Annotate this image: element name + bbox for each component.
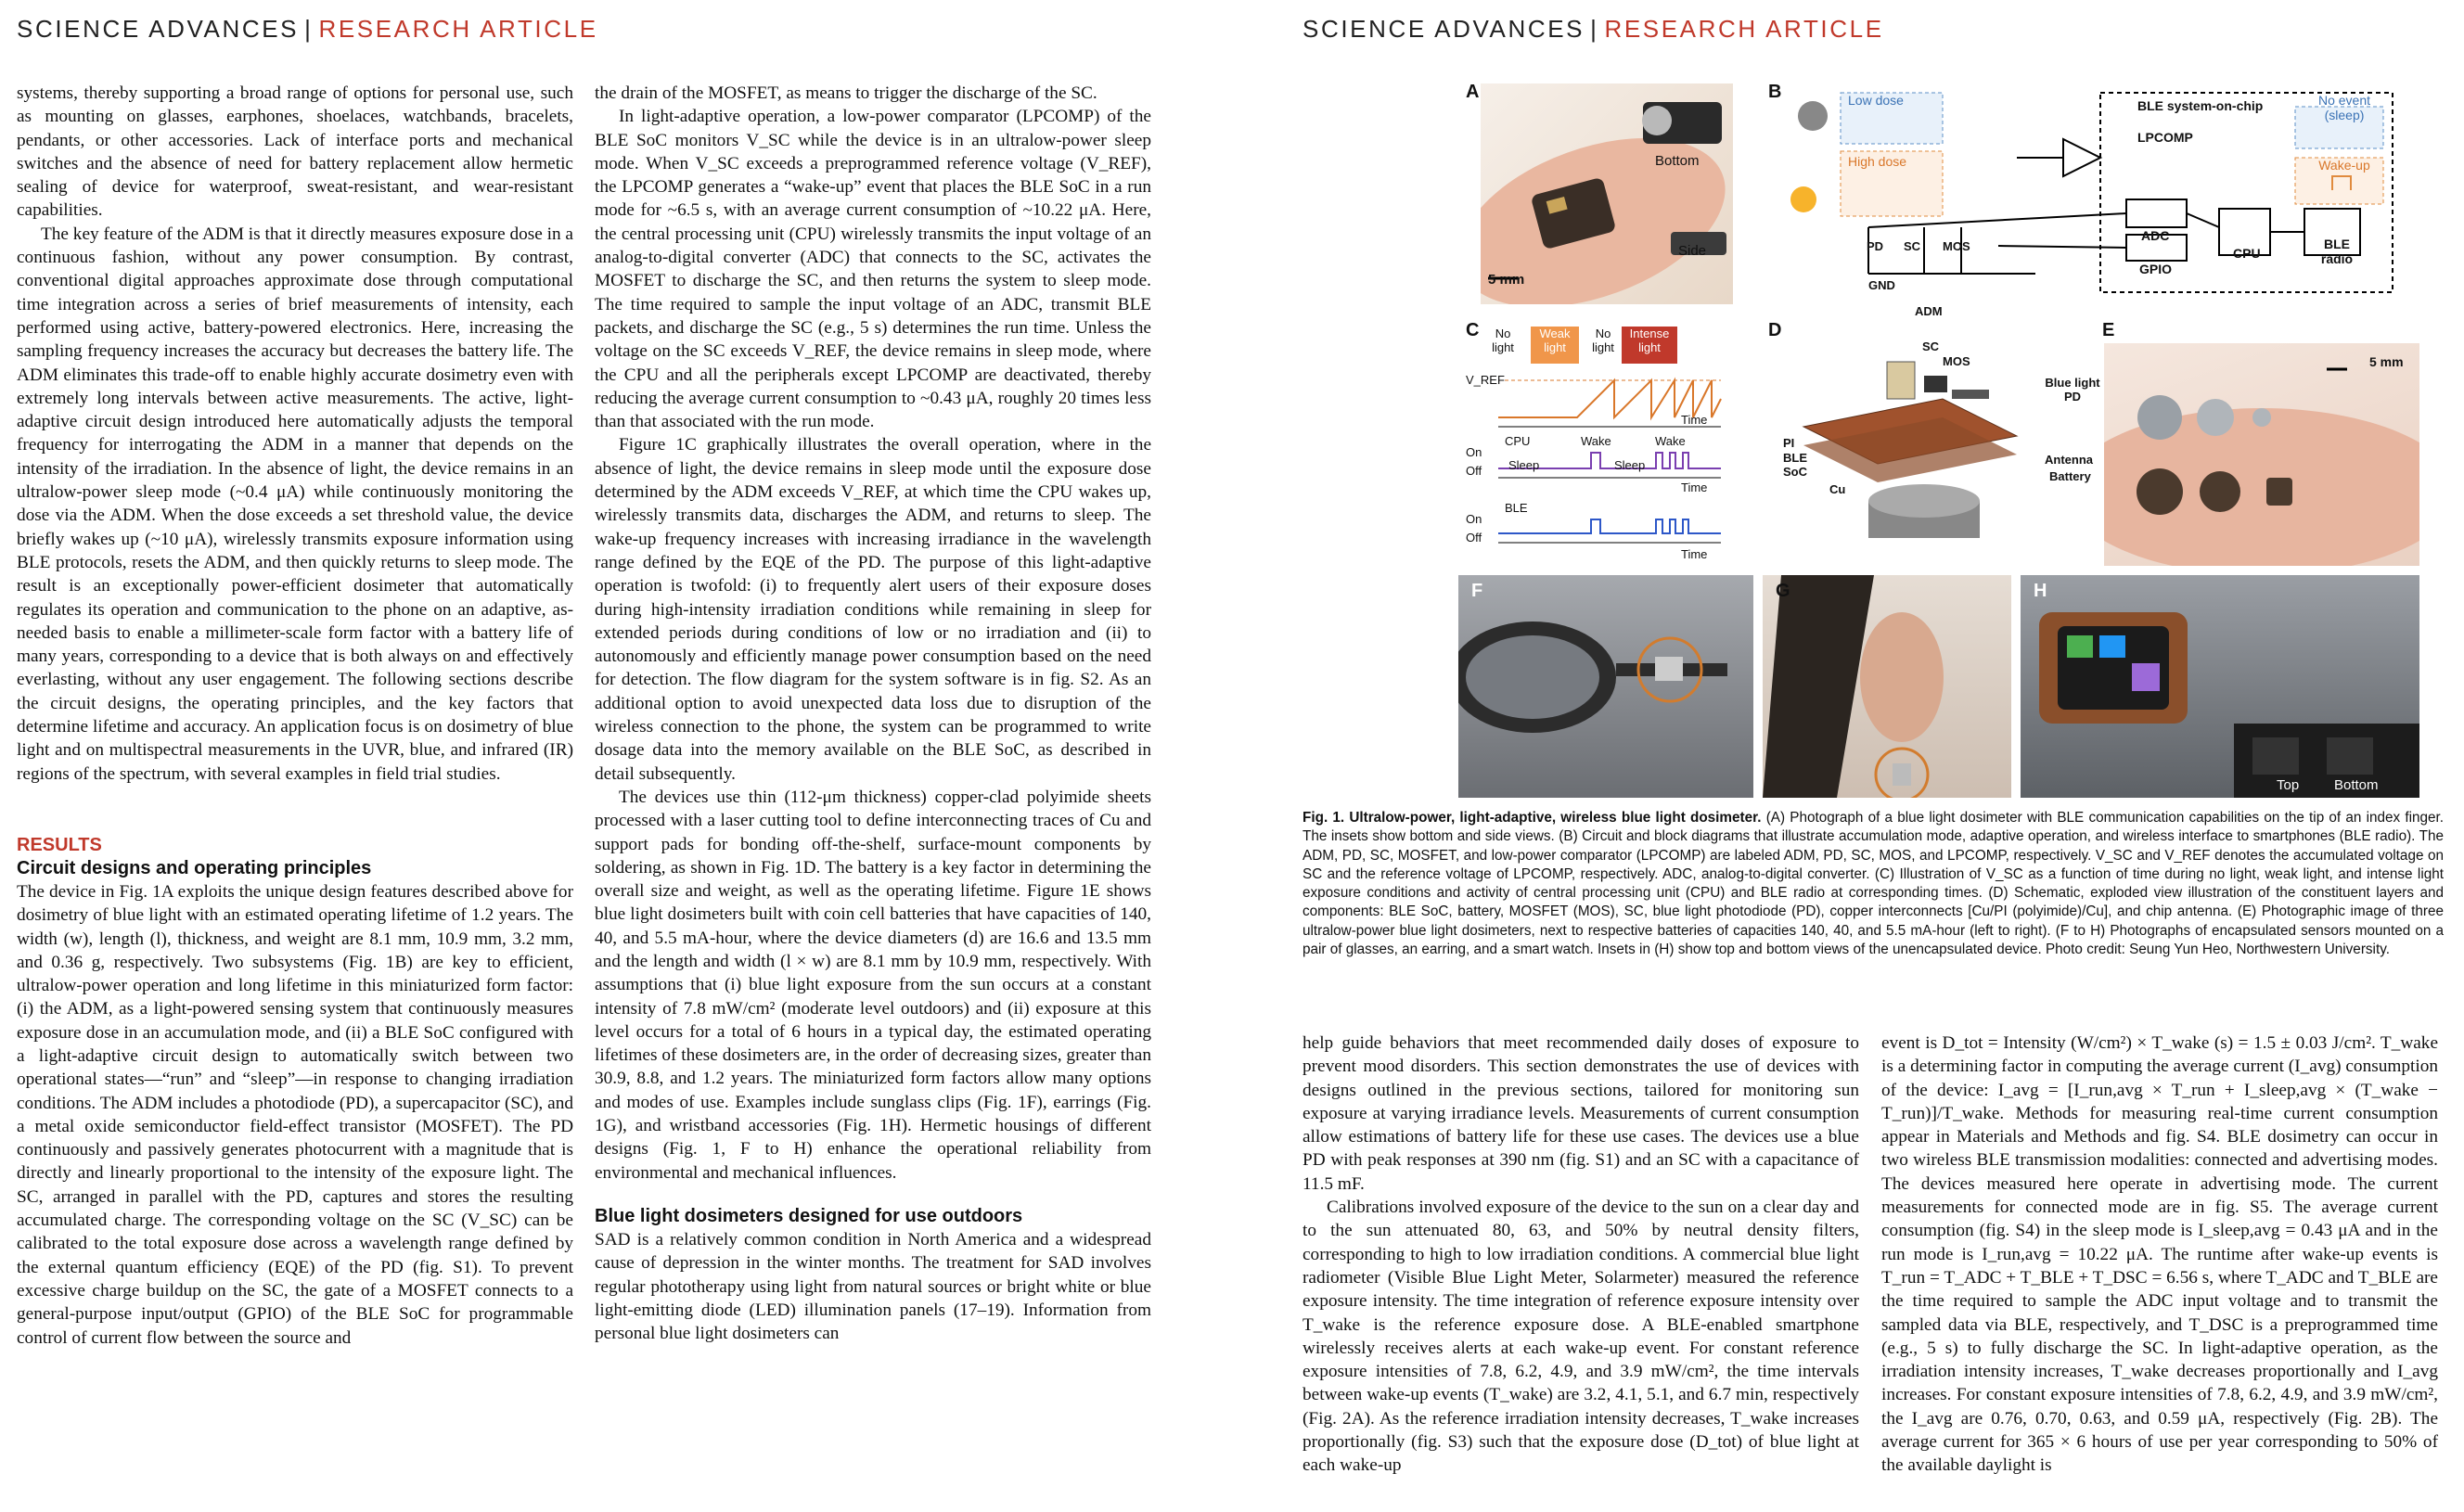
panel-d-sc: SC bbox=[1922, 340, 1940, 353]
header-separator: | bbox=[1590, 15, 1599, 43]
panel-b-low-dose: Low dose bbox=[1848, 93, 1904, 108]
panel-b-mos: MOS bbox=[1943, 239, 1970, 253]
panel-d-exploded-view bbox=[1776, 334, 2054, 566]
paragraph: help guide behaviors that meet recommended daily doses of exposure to prevent mood disorders. This section demonstrates the use of devices with designs outlined in the previous sections, tailored for monitoring sun exposure at varying irradiance levels. Measurements of current consumption allow estimations of battery life for these use cases. The devices use a blue PD with peak responses at 390 nm (fig. S1) and an SC with a capacitance of 11.5 mF. bbox=[1303, 1033, 1859, 1194]
right-column-1 bbox=[1303, 1031, 1859, 1478]
figure-caption bbox=[1303, 809, 2444, 959]
results-heading: RESULTS bbox=[17, 834, 102, 855]
right-page bbox=[1303, 0, 2464, 1512]
left-header bbox=[17, 15, 598, 44]
panel-a-scale: 5 mm bbox=[1488, 272, 1525, 288]
panel-a-bottom-label: Bottom bbox=[1655, 153, 1700, 169]
panel-d-ble-soc: BLE SoC bbox=[1783, 451, 1807, 479]
panel-label-c: C bbox=[1466, 320, 1480, 340]
caption-body: (A) Photograph of a blue light dosimeter with BLE communication capabilities on the tip of an index finger. The insets show bottom and side views. (B) Circuit and block diagrams that illustrate accumulation mode, adaptive operation, and wireless interface to smartphones (BLE radio). The ADM, PD, SC, MOSFET, and low-power comparator (LPCOMP) are labeled ADM, PD, SC, MOS, and LPCOMP, respectively. V_SC and V_REF denotes the accumulated voltage on SC and the reference voltage of LPCOMP, respectively. ADC, analog-to-digital converter. (C) Illustration of V_SC as a function of time during no light, weak light, and intense light exposure conditions and activity of central processing unit (CPU) and BLE radio at corresponding times. (D) Schematic, exploded view illustration of the constituent layers and components: BLE SoC, battery, MOSFET (MOS), SC, blue light photodiode (PD), copper interconnects [Cu/PI (polyimide)/Cu], and chip antenna. (E) Photographic image of three ultralow-power blue light dosimeters, next to respective batteries of capacities 140, 40, and 5.5 mA-hour (left to right). (F to H) Photographs of encapsulated sensors mounted on a pair of glasses, an earring, and a smart watch. Insets in (H) show top and bottom views of the unencapsulated device. Photo credit: Seung Yun Heo, Northwestern University. bbox=[1303, 810, 2444, 958]
panel-b-gnd: GND bbox=[1868, 278, 1895, 292]
panel-c-sleep-1: Sleep bbox=[1508, 458, 1540, 472]
left-column-2 bbox=[595, 82, 1151, 1345]
panel-c-ble: BLE bbox=[1505, 501, 1528, 515]
panel-h-top: Top bbox=[2277, 777, 2300, 793]
panel-label-d: D bbox=[1768, 320, 1782, 340]
panel-e-scale: 5 mm bbox=[2369, 354, 2404, 369]
panel-h-bottom: Bottom bbox=[2334, 777, 2379, 793]
panel-d-battery: Battery bbox=[2049, 469, 2091, 483]
panel-b-ble: BLE radio bbox=[2320, 237, 2354, 266]
panel-c-off-2: Off bbox=[1466, 531, 1482, 545]
journal-name: SCIENCE ADVANCES bbox=[17, 15, 300, 43]
journal-name: SCIENCE ADVANCES bbox=[1303, 15, 1585, 43]
panel-d-mos: MOS bbox=[1943, 354, 1970, 368]
right-column-2 bbox=[1881, 1031, 2438, 1478]
panel-b-sc: SC bbox=[1904, 239, 1921, 253]
panel-c-vref: V_REF bbox=[1466, 373, 1505, 387]
panel-f-photo bbox=[1458, 575, 1753, 798]
panel-b-gpio: GPIO bbox=[2139, 262, 2173, 276]
panel-b-no-event: No event (sleep) bbox=[2317, 93, 2371, 122]
caption-title: Fig. 1. Ultralow-power, light-adaptive, wireless blue light dosimeter. bbox=[1303, 810, 1762, 826]
panel-d-blue-pd: Blue light PD bbox=[2045, 376, 2100, 404]
panel-b-cpu: CPU bbox=[2233, 246, 2261, 261]
panel-d-cu: Cu bbox=[1829, 482, 1846, 496]
panel-c-on-1: On bbox=[1466, 445, 1482, 459]
panel-b-wakeup: Wake-up bbox=[2318, 158, 2370, 173]
panel-b-adm: ADM bbox=[1915, 304, 1943, 318]
paragraph: the drain of the MOSFET, as means to trigger the discharge of the SC. bbox=[595, 83, 1097, 103]
paragraph: SAD is a relatively common condition in North America and a widespread cause of depression in the winter months. The treatment for SAD involves regular phototherapy using light from natural sources or bright white or blue light-emitting diode (LED) illumination panels (17–19). Information from personal blue light dosimeters can bbox=[595, 1229, 1151, 1344]
panel-b-adc: ADC bbox=[2141, 228, 2170, 243]
panel-label-e: E bbox=[2102, 320, 2115, 340]
panel-a-side-label: Side bbox=[1678, 243, 1707, 259]
panel-c-no-light-1: No light bbox=[1492, 327, 1514, 354]
paragraph: The devices use thin (112-μm thickness) copper-clad polyimide sheets processed with a laser cutting tool to define interconnecting traces of Cu and support pads for bonding off-the-shelf, surface-mount components by soldering, as shown in Fig. 1D. The battery is a key factor in determining the overall size and weight, as well as the operating lifetime. Figure 1E shows blue light dosimeters built with coin cell batteries that have capacities of 140, 40, and 5.5 mA-hour, where the device diameters (d) are 16.6 and 13.5 mm and the length and width (l × w) are 8.1 mm by 10.9 mm, respectively. With assumptions that (i) blue light exposure from the sun occurs at a constant intensity of 7.8 mW/cm² (moderate level outdoors) and (ii) exposure at this level occurs for a total of 6 hours in a typical day, the estimated operating lifetimes of these dosimeters are, in the order of decreasing sizes, greater than 30.9, 8.8, and 1.2 years. The miniaturized form factors allow many options and modes of use. Examples include sunglass clips (Fig. 1F), earrings (Fig. 1G), and wristband accessories (Fig. 1H). Hermetic housings of different designs (Fig. 1, F to H) enhance the operational reliability from environmental and mechanical influences. bbox=[595, 787, 1151, 1183]
panel-label-f: F bbox=[1471, 581, 1483, 601]
section-name: RESEARCH ARTICLE bbox=[1604, 15, 1884, 43]
panel-c-time-1: Time bbox=[1681, 413, 1708, 427]
panel-b-pd: PD bbox=[1867, 239, 1884, 253]
panel-c-intense-light: Intense light bbox=[1629, 327, 1670, 354]
panel-label-b: B bbox=[1768, 82, 1782, 102]
section-name: RESEARCH ARTICLE bbox=[318, 15, 598, 43]
subheading-circuit-designs: Circuit designs and operating principles bbox=[17, 857, 372, 878]
panel-label-g: G bbox=[1776, 581, 1790, 601]
header-separator: | bbox=[304, 15, 314, 43]
panel-c-cpu: CPU bbox=[1505, 434, 1531, 448]
panel-c-weak-light: Weak light bbox=[1539, 327, 1571, 354]
panel-c-time-2: Time bbox=[1681, 481, 1708, 494]
panel-d-antenna: Antenna bbox=[2045, 453, 2093, 467]
panel-label-a: A bbox=[1466, 82, 1480, 102]
panel-b-lpcomp: LPCOMP bbox=[2137, 130, 2193, 145]
paragraph: The device in Fig. 1A exploits the unique design features described above for dosimetry of blue light with an estimated operating lifetime of 1.2 years. The width (w), length (l), thickness, and weight are 8.1 mm, 10.9 mm, 3.2 mm, and 0.36 g, respectively. Two subsystems (Fig. 1B) are key to efficient, ultralow-power operation and long lifetime in this miniaturized form factor: (i) the ADM, as a light-powered sensing system that continuously measures exposure dose in an accumulation mode, and (ii) a BLE SoC configured with a light-adaptive circuit design to automatically switch between two operational states—“run” and “sleep”—in response to changing irradiation conditions. The ADM includes a photodiode (PD), a supercapacitor (SC), and a metal oxide semiconductor field-effect transistor (MOSFET). The PD continuously and passively generates photocurrent with a magnitude that is directly and linearly proportional to the intensity of the exposure light. The SC, arranged in parallel with the PD, captures and stores the resulting accumulated charge. The corresponding voltage on the SC (V_SC) can be calibrated to the total exposure dose across a wavelength range defined by the external quantum efficiency (EQE) of the PD (fig. S1). To prevent excessive charge buildup on the SC, the gate of a MOSFET connects to a general-purpose input/output (GPIO) of the BLE SoC for programmable control of current flow between the source and bbox=[17, 881, 573, 1348]
panel-c-no-light-2: No light bbox=[1592, 327, 1614, 354]
panel-d-pi: PI bbox=[1783, 436, 1795, 450]
left-column-1 bbox=[17, 82, 573, 1350]
panel-b-high-dose: High dose bbox=[1848, 154, 1907, 169]
panel-c-off-1: Off bbox=[1466, 464, 1482, 478]
paragraph: The key feature of the ADM is that it directly measures exposure dose in a continuous fashion, without any power consumption. By contrast, conventional digital approaches approximate dose through computational time integration across a series of brief measurements of intensity, each performed using active, battery-powered electronics. Here, increasing the sampling frequency increases the accuracy but decreases the battery life. The ADM eliminates this trade-off to enable highly accurate dosimetry even with extremely long intervals between active measurements. The active, light-adaptive circuit design introduced here automatically adjusts the temporal frequency for interrogating the ADM in a manner that depends on the intensity of the irradiation. In the absence of light, the device remains in an ultralow-power sleep mode (~0.4 μA) while continuously monitoring the dose via the ADM. When the dose exceeds a set threshold value, the device briefly wakes up (~10 μA), wirelessly transmits exposure information using BLE protocols, resets the ADM, and then quickly returns to sleep mode. The result is an exceptionally power-efficient dosimeter that automatically regulates its operation and communication to the phone on an adaptive, as-needed basis to enable a millimeter-scale form factor with a battery life of many years, corresponding to a device that is both always on and effectively everlasting, without any user engagement. The following sections describe the circuit designs, the operating principles, and the key factors that determine lifetime and accuracy. An application focus is on dosimetry of blue light and on multispectral measurements in the UVR, blue, and infrared (IR) regions of the spectrum, with several examples in field trial studies. bbox=[17, 224, 573, 784]
panel-e-photo bbox=[2104, 343, 2419, 566]
panel-h-photo bbox=[2021, 575, 2419, 798]
panel-c-wake-2: Wake bbox=[1655, 434, 1686, 448]
paragraph: Figure 1C graphically illustrates the overall operation, where in the absence of light, the device remains in sleep mode until the exposure dose determined by the ADM exceeds V_REF, at which time the CPU wakes up, wirelessly transmits data, discharges the ADM, and returns to sleep. The wake-up frequency increases with increasing irradiance in the wavelength range defined by the EQE of the PD. The purpose of this light-adaptive operation is twofold: (i) to frequently alert users of their exposure doses during high-intensity irradiation conditions while remaining in sleep for extended periods during conditions of low or no irradiation and (ii) to autonomously and efficiently manage power consumption based on the need for detection. The flow diagram for the system software is in fig. S2. As an additional option to avoid unexpected data loss due to disruption of the wireless connection to the phone, the system can be programmed to write dosage data into the memory available on the BLE SoC, as described in detail subsequently. bbox=[595, 435, 1151, 784]
paragraph: systems, thereby supporting a broad range of options for personal use, such as mounting on glasses, earphones, shoelaces, watchbands, bracelets, pendants, or other accessories. Lack of interface ports and mechanical switches and the absence of need for battery replacement allow hermetic sealing of device for waterproof, sweat-resistant, and wear-resistant capabilities. bbox=[17, 83, 573, 221]
paragraph: event is D_tot = Intensity (W/cm²) × T_wake (s) = 1.5 ± 0.03 J/cm². T_wake is a determining factor in computing the average current (I_avg) consumption of the device: I_avg = [I_run,avg × T_run + I_sleep,avg × (T_wake − T_run)]/T_wake. Methods for measuring real-time current consumption appear in Materials and Methods and fig. S4. BLE dosimetry can occur in two wireless BLE transmission modalities: connected and advertising modes. The devices measured here operate in advertising mode. The current measurements for connected mode are in fig. S5. The average current consumption (fig. S4) in the sleep mode is I_sleep,avg = 0.43 μA and in the run mode is I_run,avg = 10.22 μA. The runtime after wake-up events is T_run = T_ADC + T_BLE + T_DSC = 6.56 s, where T_ADC and T_BLE are the time required to sample the ADC input voltage and to transmit the sampled data via BLE, respectively, and T_DSC is a preprogrammed time (e.g., 5 s) to fully discharge the SC. In light-adaptive operation, as the irradiation intensity increases, T_wake decreases proportionally and I_avg increases. For constant exposure intensities of 7.8, 6.2, 4.9, and 3.9 mW/cm², the I_avg are 0.76, 0.70, 0.63, and 0.59 μA, respectively (Fig. 2B). The average current for 365 × 6 hours of use per year corresponding to 50% of the available daylight is bbox=[1881, 1033, 2438, 1476]
paragraph: Calibrations involved exposure of the device to the sun on a clear day and to the sun attenuated 80, 63, and 50% by neutral density filters, corresponding to high to low irradiation conditions. A commercial blue light radiometer (Visible Blue Light Meter, Solarmeter) measured the reference exposure intensity. The time integration of reference exposure intensity over T_wake is the reference exposure dose. A BLE-enabled smartphone wirelessly receives alerts at each wake-up event. For constant reference exposure intensities of 7.8, 6.2, 4.9, and 3.9 mW/cm², the time intervals between wake-up events (T_wake) are 3.2, 4.1, 5.1, and 6.7 min, respectively (Fig. 2A). As the reference irradiation intensity decreases, T_wake increases proportionally (fig. S3) such that the exposure dose (D_tot) of blue light at each wake-up bbox=[1303, 1198, 1859, 1476]
panel-b-soc: BLE system-on-chip bbox=[2137, 98, 2264, 113]
subheading-blue-light-outdoors: Blue light dosimeters designed for use outdoors bbox=[595, 1205, 1023, 1226]
panel-c-time-3: Time bbox=[1681, 547, 1708, 561]
panel-c-on-2: On bbox=[1466, 512, 1482, 526]
panel-c-sleep-2: Sleep bbox=[1614, 458, 1646, 472]
figure-1 bbox=[1303, 0, 2464, 958]
panel-g-photo bbox=[1763, 575, 2011, 798]
paragraph: In light-adaptive operation, a low-power comparator (LPCOMP) of the BLE SoC monitors V_SC while the device is in an ultralow-power sleep mode. When V_SC exceeds a preprogrammed reference voltage (V_REF), the LPCOMP generates a “wake-up” event that places the BLE SoC in a run mode for ~6.5 s, with an average current consumption of ~10.22 μA. Here, the central processing unit (CPU) wirelessly transmits the input voltage of an analog-to-digital converter (ADC) that connects to the SC, activates the MOSFET to discharge the SC, and then returns the system to sleep mode. The time required to sample the input voltage of an ADC, transmit BLE packets, and discharge the SC (e.g., 5 s) determines the run time. Unless the voltage on the SC exceeds V_REF, the device remains in sleep mode, where the CPU and all the peripherals except LPCOMP are deactivated, thereby reducing the average current consumption to ~0.43 μA, roughly 20 times less than that associated with the run mode. bbox=[595, 107, 1151, 432]
panel-label-h: H bbox=[2034, 581, 2047, 601]
panel-c-wake-1: Wake bbox=[1581, 434, 1611, 448]
